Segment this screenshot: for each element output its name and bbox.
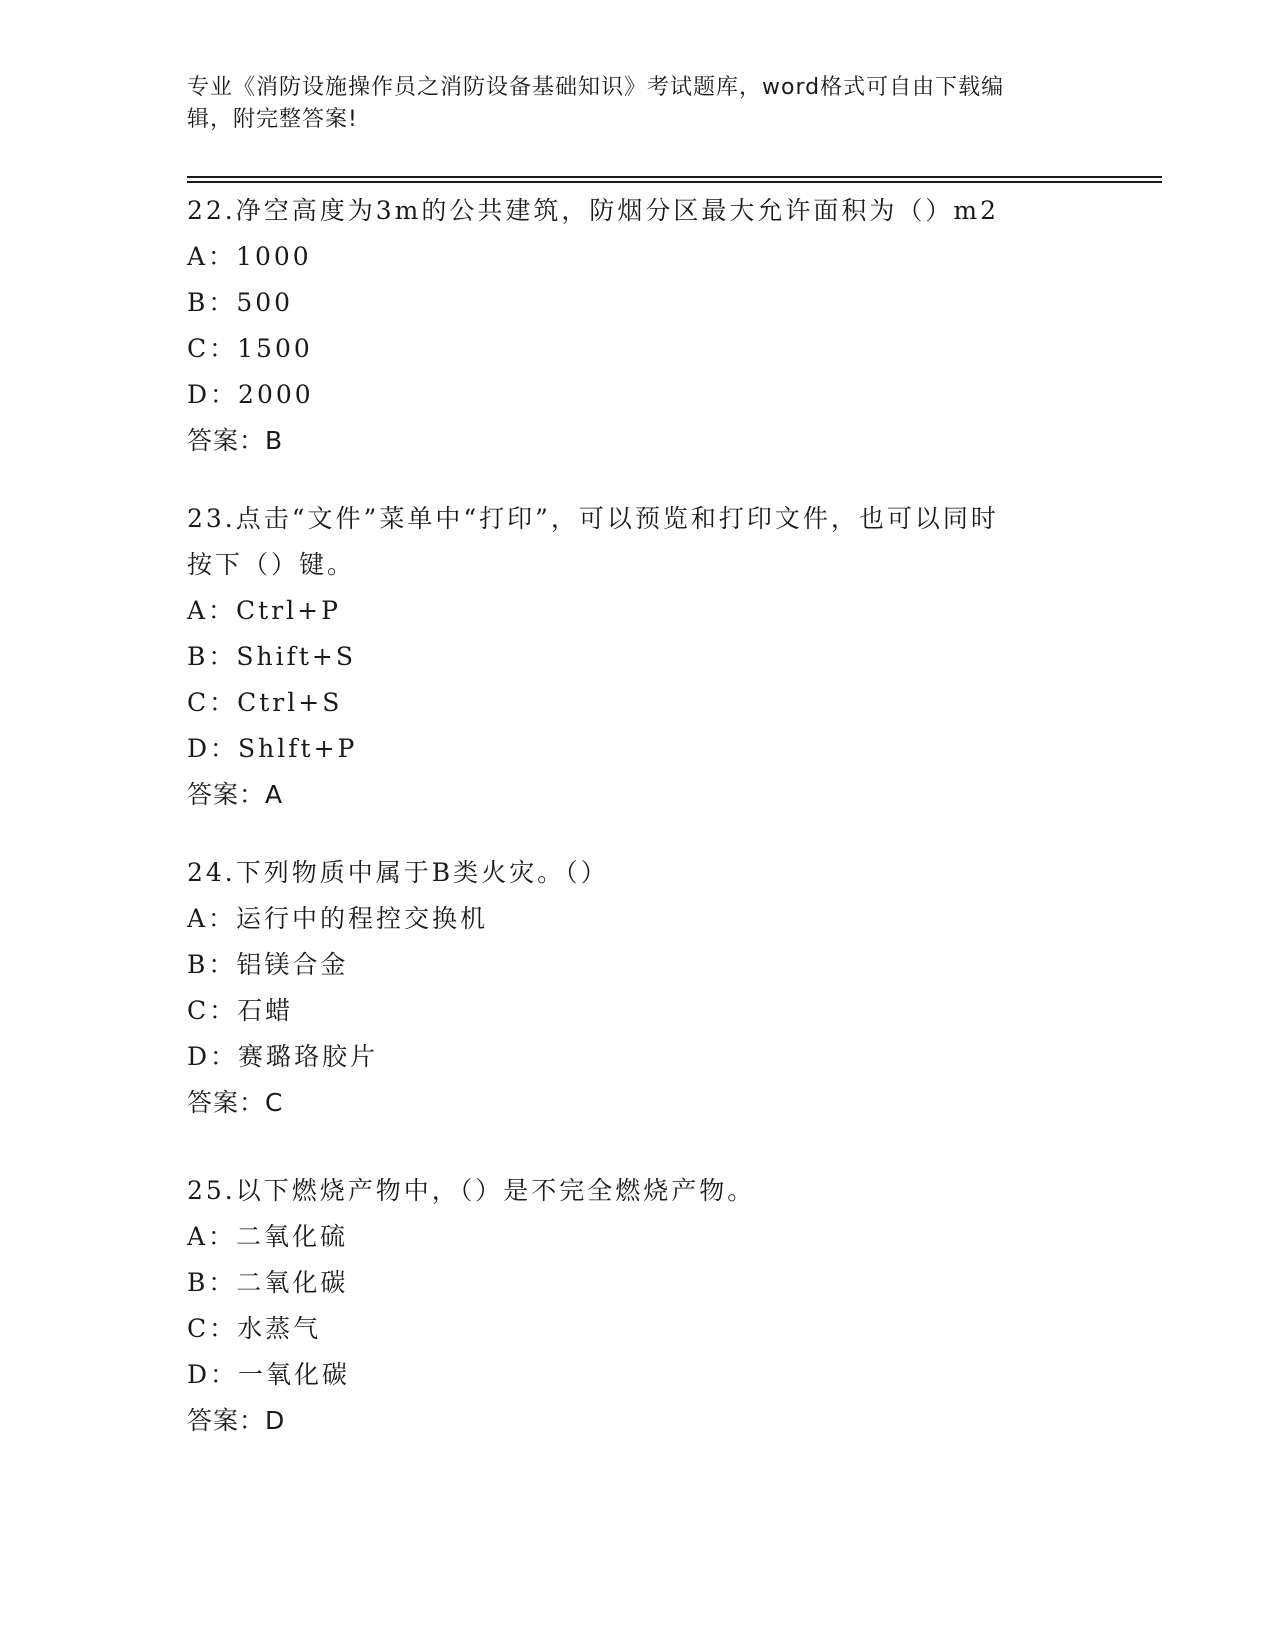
question-25 [187,1168,1087,1444]
header-divider-bottom [187,181,1162,183]
header-divider-top [187,176,1162,178]
option-c: C：水蒸气 [187,1314,322,1343]
option-d: D：赛璐珞胶片 [187,1042,379,1071]
answer-label: 答案：C [187,1088,284,1117]
option-b: B：Shift+S [187,642,356,671]
option-b: B：二氧化碳 [187,1268,349,1297]
question-stem: 24.下列物质中属于B类火灾。（） [187,858,609,887]
answer-label: 答案：D [187,1406,286,1435]
option-d: D：一氧化碳 [187,1360,351,1389]
option-b: B：500 [187,288,294,317]
header-line-1: 专业《消防设施操作员之消防设备基础知识》考试题库，word格式可自由下载编 [187,75,1005,100]
option-c: C：1500 [187,334,313,363]
answer-label: 答案：B [187,426,284,455]
document-header [187,72,1087,136]
question-stem: 22.净空高度为3m的公共建筑，防烟分区最大允许面积为（）m2 [187,196,999,225]
option-a: A：Ctrl+P [187,596,341,625]
option-c: C：Ctrl+S [187,688,343,717]
question-stem: 25.以下燃烧产物中，（）是不完全燃烧产物。 [187,1176,756,1205]
answer-label: 答案：A [187,780,284,809]
option-a: A：1000 [187,242,312,271]
option-d: D：2000 [187,380,314,409]
question-stem-line-1: 23.点击“文件”菜单中“打印”，可以预览和打印文件，也可以同时 [187,504,999,533]
header-line-2: 辑，附完整答案! [187,107,358,132]
question-23 [187,496,1087,818]
option-a: A：运行中的程控交换机 [187,904,489,933]
question-22 [187,188,1087,464]
option-d: D：Shlft+P [187,734,358,763]
option-b: B：铝镁合金 [187,950,349,979]
option-a: A：二氧化硫 [187,1222,349,1251]
option-c: C：石蜡 [187,996,294,1025]
question-24 [187,850,1087,1126]
question-stem-line-2: 按下（）键。 [187,550,356,579]
